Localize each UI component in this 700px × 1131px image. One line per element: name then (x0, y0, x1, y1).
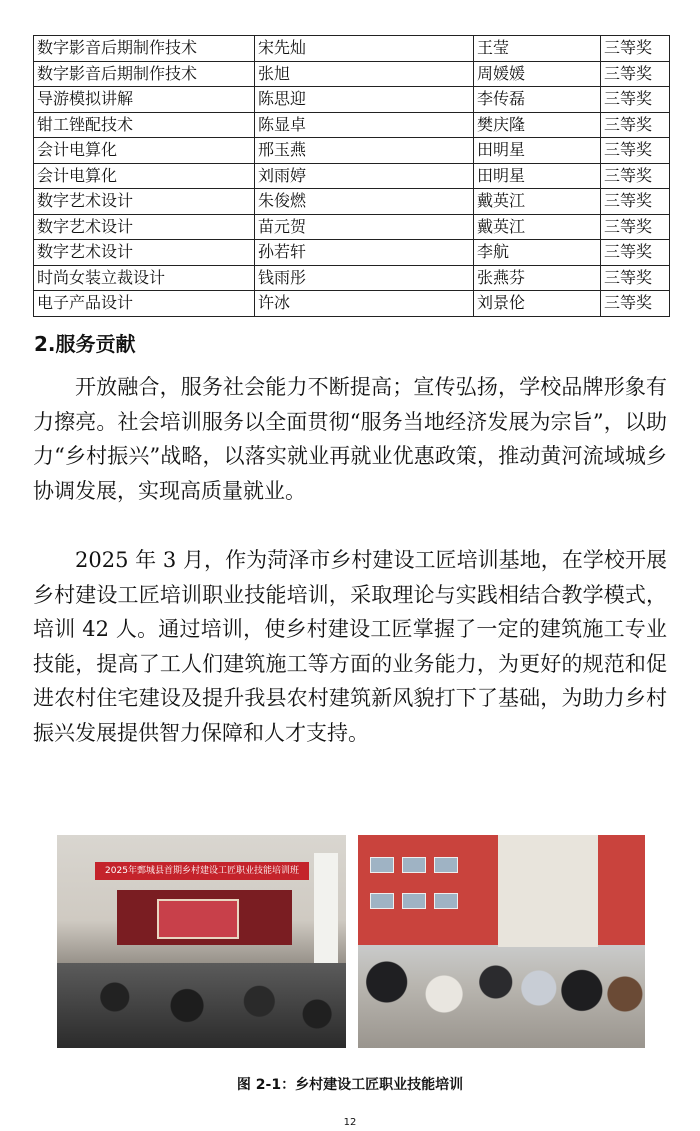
instructor-name-cell: 樊庆隆 (474, 112, 601, 138)
instructor-name-cell: 张燕芬 (474, 265, 601, 291)
table-row (34, 112, 670, 138)
table-row (34, 61, 670, 87)
table-row (34, 138, 670, 164)
competition-item-cell: 数字艺术设计 (34, 189, 255, 215)
table-row (34, 265, 670, 291)
student-name-cell: 邢玉燕 (255, 138, 474, 164)
award-level-cell: 三等奖 (601, 214, 670, 240)
student-name-cell: 许冰 (255, 291, 474, 317)
instructor-name-cell: 王莹 (474, 36, 601, 62)
competition-item-cell: 数字影音后期制作技术 (34, 61, 255, 87)
window (314, 853, 338, 963)
outdoor-training-photo (358, 835, 645, 1048)
competition-item-cell: 会计电算化 (34, 163, 255, 189)
training-banner: 2025年鄄城县首期乡村建设工匠职业技能培训班 (95, 862, 309, 880)
instructor-name-cell: 田明星 (474, 163, 601, 189)
page-number: 12 (343, 1117, 357, 1128)
student-name-cell: 宋先灿 (255, 36, 474, 62)
instructor-name-cell: 李航 (474, 240, 601, 266)
table-row (34, 87, 670, 113)
student-name-cell: 张旭 (255, 61, 474, 87)
award-level-cell: 三等奖 (601, 112, 670, 138)
competition-item-cell: 钳工锉配技术 (34, 112, 255, 138)
instructor-name-cell: 戴英江 (474, 189, 601, 215)
instructor-name-cell: 周媛媛 (474, 61, 601, 87)
instructor-name-cell: 李传磊 (474, 87, 601, 113)
competition-item-cell: 时尚女装立裁设计 (34, 265, 255, 291)
student-name-cell: 刘雨婷 (255, 163, 474, 189)
awards-table-body (34, 36, 670, 317)
competition-item-cell: 电子产品设计 (34, 291, 255, 317)
award-level-cell: 三等奖 (601, 87, 670, 113)
awards-table (33, 35, 670, 317)
building-window (402, 857, 426, 873)
projection-screen (157, 899, 239, 939)
competition-item-cell: 数字影音后期制作技术 (34, 36, 255, 62)
award-level-cell: 三等奖 (601, 61, 670, 87)
table-row (34, 291, 670, 317)
table-row (34, 240, 670, 266)
paragraph-service-1: 开放融合，服务社会能力不断提高；宣传弘扬，学校品牌形象有力擦亮。社会培训服务以全面贯彻“服务当地经济发展为宗旨”，以助力“乡村振兴”战略，以落实就业再就业优惠政策，推动黄河流域城乡协调发展，实现高质量就业。 (33, 375, 667, 503)
building-window (370, 857, 394, 873)
table-row (34, 189, 670, 215)
student-name-cell: 苗元贺 (255, 214, 474, 240)
figure-caption: 图 2-1：乡村建设工匠职业技能培训 (236, 1077, 464, 1093)
award-level-cell: 三等奖 (601, 240, 670, 266)
competition-item-cell: 数字艺术设计 (34, 214, 255, 240)
award-level-cell: 三等奖 (601, 138, 670, 164)
table-row (34, 36, 670, 62)
building-window (370, 893, 394, 909)
section-heading: 2.服务贡献 (34, 332, 136, 356)
competition-item-cell: 会计电算化 (34, 138, 255, 164)
competition-item-cell: 导游模拟讲解 (34, 87, 255, 113)
table-row (34, 163, 670, 189)
student-name-cell: 陈显卓 (255, 112, 474, 138)
award-level-cell: 三等奖 (601, 36, 670, 62)
award-level-cell: 三等奖 (601, 189, 670, 215)
instructor-name-cell: 戴英江 (474, 214, 601, 240)
building-window (434, 857, 458, 873)
paragraph-service-2: 2025 年 3 月，作为菏泽市乡村建设工匠培训基地，在学校开展乡村建设工匠培训职业技能培训，采取理论与实践相结合教学模式，培训 42 人。通过培训，使乡村建设工匠掌握了一定的建筑施工专业技能，提高了工人们建筑施工等方面的业务能力，为更好的规范和促进农村住宅建设及提升我县农村建筑新风貌打下了基础，为助力乡村振兴发展提供智力保障和人才支持。 (33, 548, 667, 745)
award-level-cell: 三等奖 (601, 291, 670, 317)
competition-item-cell: 数字艺术设计 (34, 240, 255, 266)
award-level-cell: 三等奖 (601, 163, 670, 189)
training-hall-photo (57, 835, 346, 1048)
student-name-cell: 朱俊燃 (255, 189, 474, 215)
table-row (34, 214, 670, 240)
instructor-name-cell: 田明星 (474, 138, 601, 164)
audience (57, 963, 346, 1048)
trainees-group (358, 928, 645, 1048)
award-level-cell: 三等奖 (601, 265, 670, 291)
student-name-cell: 钱雨彤 (255, 265, 474, 291)
instructor-name-cell: 刘景伦 (474, 291, 601, 317)
student-name-cell: 陈思迎 (255, 87, 474, 113)
building-window (434, 893, 458, 909)
student-name-cell: 孙若轩 (255, 240, 474, 266)
building-window (402, 893, 426, 909)
